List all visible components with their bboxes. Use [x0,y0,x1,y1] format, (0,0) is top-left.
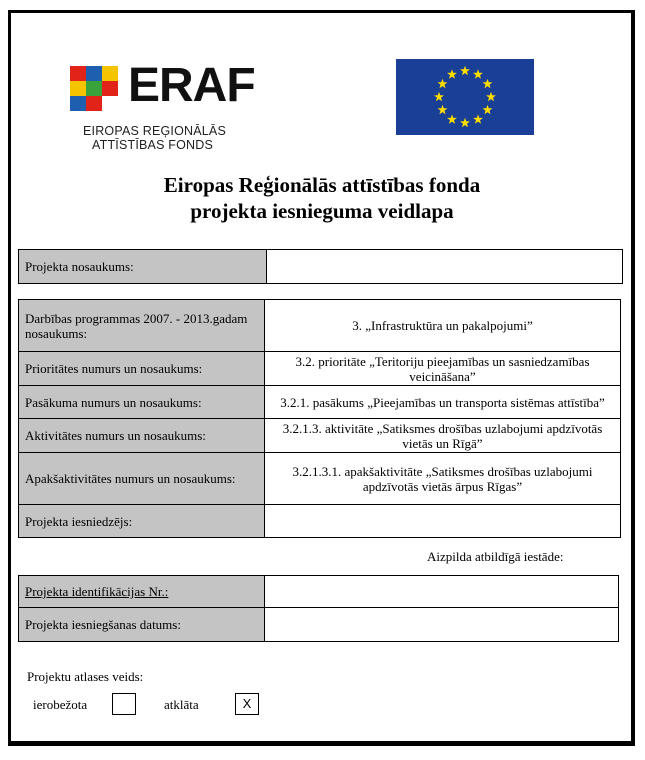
table-row [19,576,619,608]
eu-star-icon [483,105,493,114]
program-value: 3. „Infrastruktūra un pakalpojumi” [265,300,621,352]
institution-note: Aizpilda atbildīgā iestāde: [427,549,564,564]
measure-value: 3.2.1. pasākums „Pieejamības un transporta sistēmas attīstība” [265,386,621,419]
eu-stars-icon [396,59,534,135]
applicant-field[interactable] [265,505,621,538]
project-name-table [18,249,623,284]
eu-star-icon [434,92,444,101]
priority-label: Prioritātes numurs un nosaukums: [19,352,265,386]
page-title-line2: projekta iesnieguma veidlapa [190,199,454,223]
submission-date-field[interactable] [265,608,619,642]
eraf-subtitle-line2: ATTĪSTĪBAS FONDS [92,138,214,152]
page-title-line1: Eiropas Reģionālās attīstības fonda [163,173,481,197]
selection-type-title: Projektu atlases veids: [27,669,144,684]
option-open-label: atklāta [164,697,199,712]
project-name-label: Projekta nosaukums: [19,250,267,284]
eu-star-icon [486,92,496,101]
eu-star-icon [473,69,483,78]
eu-flag [396,59,534,135]
priority-value: 3.2. prioritāte „Teritoriju pieejamības un sasniedzamības veicināšana” [265,352,621,386]
eraf-logo-squares-icon [66,62,128,114]
eu-star-icon [473,114,483,123]
option-limited-checkbox[interactable] [112,693,136,715]
eu-star-icon [447,69,457,78]
eu-star-icon [483,79,493,88]
eu-star-icon [438,105,448,114]
applicant-label: Projekta iesniedzējs: [19,505,265,538]
eu-star-icon [438,79,448,88]
eraf-subtitle-line1: EIROPAS REĢIONĀLĀS [83,124,226,138]
option-limited-label: ierobežota [33,697,88,712]
measure-label: Pasākuma numurs un nosaukums: [19,386,265,419]
project-id-label [19,576,265,608]
eu-star-icon [447,114,457,123]
option-open-checkbox[interactable]: X [235,693,259,715]
activity-label: Aktivitātes numurs un nosaukums: [19,419,265,453]
subactivity-value: 3.2.1.3.1. apakšaktivitāte „Satiksmes drošības uzlabojumi apdzīvotās vietās ārpus Rīgas” [265,453,621,505]
eu-star-icon [460,66,470,75]
submission-date-label: Projekta iesniegšanas datums: [19,608,265,642]
subactivity-label: Apakšaktivitātes numurs un nosaukums: [19,453,265,505]
table-row [19,250,623,284]
eraf-wordmark: ERAF [128,59,255,112]
table-row [19,300,621,352]
table-row [19,453,621,505]
institution-table [18,575,619,642]
table-row [19,352,621,386]
program-label: Darbības programmas 2007. - 2013.gadam nosaukums: [19,300,265,352]
eu-star-icon [460,118,470,127]
table-row [19,386,621,419]
table-row [19,505,621,538]
program-info-table [18,299,621,538]
table-row [19,419,621,453]
eraf-logo [66,58,266,158]
project-id-field[interactable] [265,576,619,608]
table-row [19,608,619,642]
project-id-label-text: Projekta identifikācijas Nr.: [25,584,169,599]
project-name-field[interactable] [267,250,623,284]
activity-value: 3.2.1.3. aktivitāte „Satiksmes drošības uzlabojumi apdzīvotās vietās un Rīgā” [265,419,621,453]
